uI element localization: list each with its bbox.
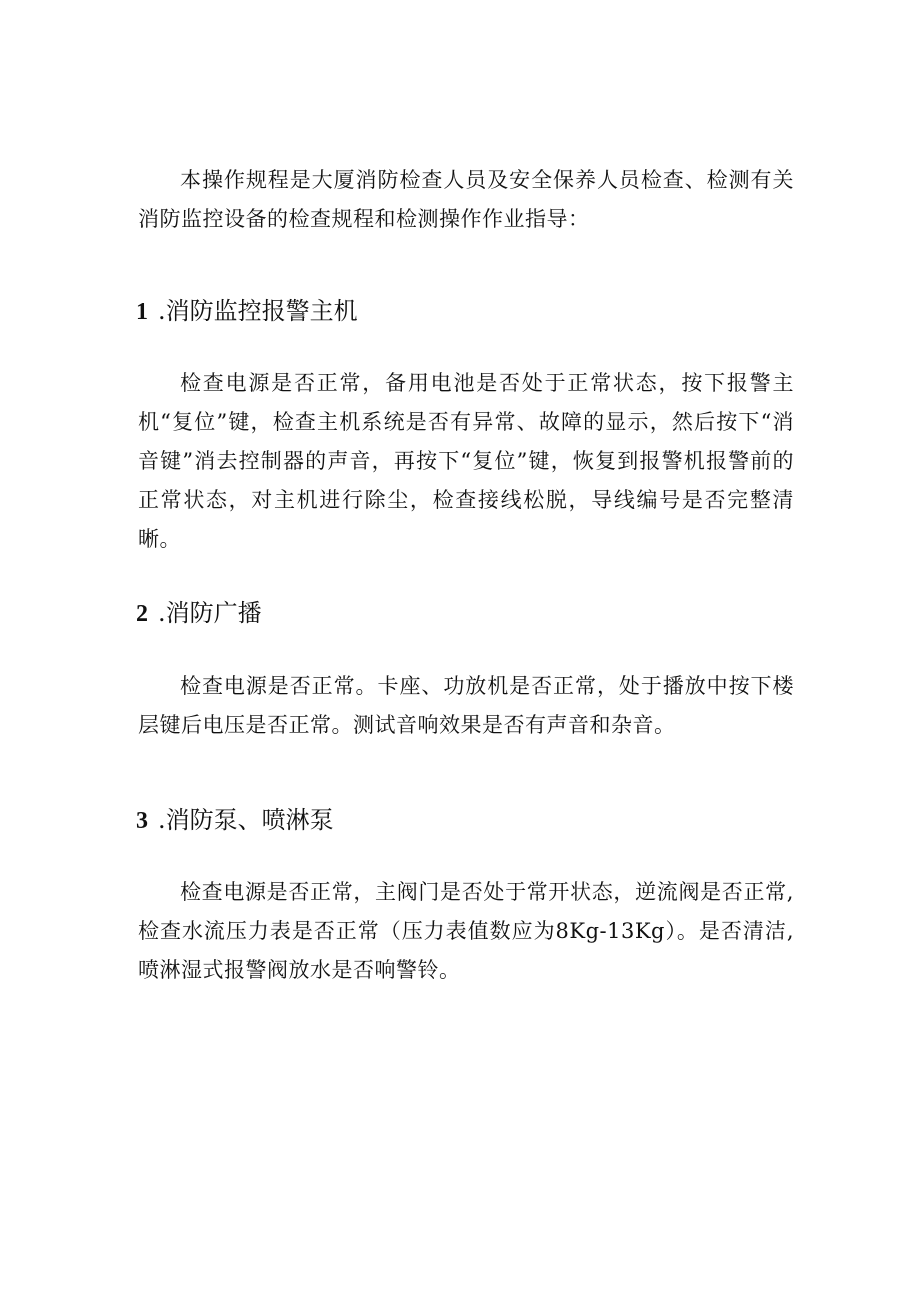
section-title: .消防广播 [158, 599, 262, 627]
section-number: 1 [136, 299, 148, 325]
section-body-1: 检查电源是否正常，备用电池是否处于正常状态，按下报警主机“复位”键，检查主机系统是否有异常、故障的显示，然后按下“消音键”消去控制器的声音，再按下“复位”键，恢复到报警机报警前的正常状态，对主机进行除尘，检查接线松脱，导线编号是否完整清晰。 [138, 371, 794, 551]
intro-paragraph: 本操作规程是大厦消防检查人员及安全保养人员检查、检测有关消防监控设备的检查规程和检测操作作业指导： [138, 168, 794, 231]
section-heading-2 [136, 597, 262, 630]
section-body-3: 检查电源是否正常，主阀门是否处于常开状态，逆流阀是否正常,检查水流压力表是否正常（压力表值数应为8Kg-13Kg）。是否清洁,喷淋湿式报警阀放水是否响警铃。 [138, 880, 794, 982]
section-title: .消防监控报警主机 [158, 297, 358, 325]
section-heading-3 [136, 804, 334, 837]
section-heading-1 [136, 295, 358, 328]
section-number: 3 [136, 808, 148, 834]
section-title: .消防泵、喷淋泵 [158, 806, 334, 834]
section-number: 2 [136, 601, 148, 627]
section-body-2: 检查电源是否正常。卡座、功放机是否正常，处于播放中按下楼层键后电压是否正常。测试音响效果是否有声音和杂音。 [138, 674, 794, 737]
